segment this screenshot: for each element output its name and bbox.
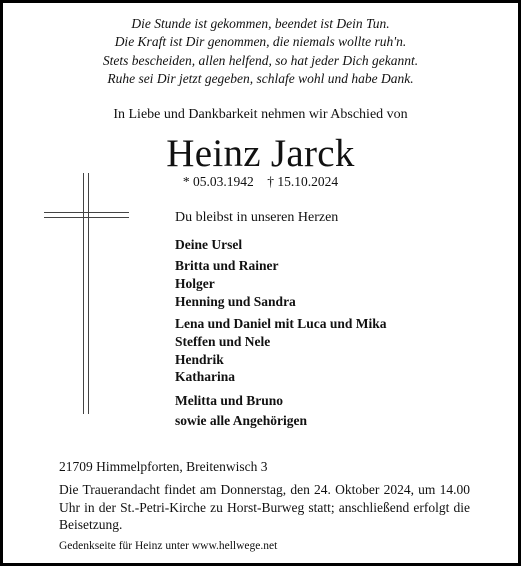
family-member: Holger — [175, 276, 215, 291]
family-member: Lena und Daniel mit Luca und Mika — [175, 316, 387, 331]
cross-horizontal-line — [44, 217, 129, 218]
service-info: Die Trauerandacht findet am Donnerstag, den 24. Oktober 2024, um 14.00 Uhr in der St.-Petri-Kirche zu Horst-Burweg statt; anschließend erfolgt die Beisetzung. — [59, 482, 470, 532]
life-dates: * 05.03.1942 † 15.10.2024 — [182, 174, 339, 189]
family-member: Steffen und Nele — [175, 334, 271, 349]
farewell-intro: In Liebe und Dankbarkeit nehmen wir Abschied von — [113, 107, 408, 122]
family-member: Britta und Rainer — [175, 258, 279, 273]
cross-vertical-line — [83, 173, 84, 414]
poem-line: Ruhe sei Dir jetzt gegeben, schlafe wohl und habe Dank. — [107, 71, 414, 87]
remembrance-line: Du bleibst in unseren Herzen — [175, 210, 339, 225]
poem-line: Stets bescheiden, allen helfend, so hat jeder Dich gekannt. — [102, 52, 419, 68]
memorial-page-note: Gedenkseite für Heinz unter www.hellwege.net — [59, 540, 278, 552]
family-member: Deine Ursel — [175, 237, 243, 252]
cross-horizontal-line — [44, 212, 129, 213]
poem — [3, 15, 518, 89]
family-member: Henning und Sandra — [175, 294, 296, 309]
family-member: Katharina — [175, 369, 236, 384]
family-member: sowie alle Angehörigen — [175, 413, 307, 428]
poem-line: Die Kraft ist Dir genommen, die niemals wollte ruh'n. — [114, 34, 407, 50]
deceased-name: Heinz Jarck — [166, 132, 355, 175]
family-member: Melitta und Bruno — [175, 393, 284, 408]
family-member: Hendrik — [175, 352, 224, 367]
address: 21709 Himmelpforten, Breitenwisch 3 — [59, 459, 268, 474]
poem-line: Die Stunde ist gekommen, beendet ist Dein Tun. — [131, 16, 390, 31]
cross-vertical-line — [88, 173, 89, 414]
